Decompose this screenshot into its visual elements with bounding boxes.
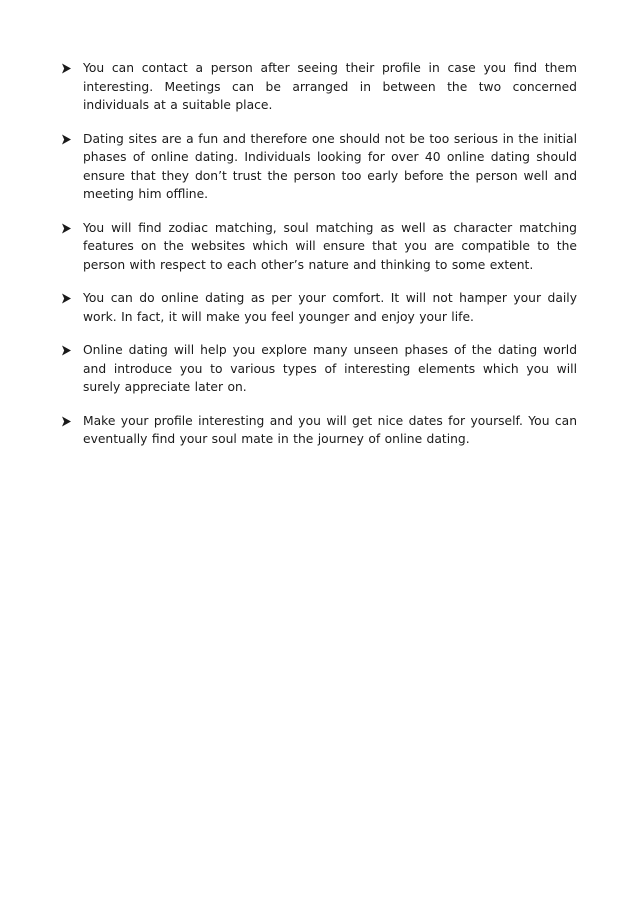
bullet-text: You can contact a person after seeing their profile in case you find them interesting. Meetings can be arranged in between the two concerned individuals at a suitable place. [83,61,577,112]
bullet-text: Online dating will help you explore many unseen phases of the dating world and introduce you to various types of interesting elements which you will surely appreciate later on. [83,343,577,394]
arrowhead-bullet-icon [61,342,73,359]
arrowhead-bullet-icon [61,131,73,148]
list-item [61,289,577,326]
arrowhead-bullet-icon [61,413,73,430]
bullet-text: You can do online dating as per your comfort. It will not hamper your daily work. In fact, it will make you feel younger and enjoy your life. [83,291,577,324]
arrowhead-bullet-icon [61,220,73,237]
list-item [61,59,577,115]
arrowhead-bullet-icon [61,290,73,307]
bullet-list [61,59,577,464]
bullet-text: Make your profile interesting and you will get nice dates for yourself. You can eventually find your soul mate in the journey of online dating. [83,413,577,446]
arrowhead-bullet-icon [61,60,73,77]
list-item [61,412,577,449]
bullet-text: You will find zodiac matching, soul matching as well as character matching features on the websites which will ensure that you are compatible to the person with respect to each other’s nature and thinking to some extent. [83,220,577,272]
list-item [61,219,577,275]
list-item [61,341,577,397]
list-item [61,130,577,204]
bullet-text: Dating sites are a fun and therefore one should not be too serious in the initial phases of online dating. Individuals looking for over 40 online dating should ensure that they don’t trust the person too early before the person well and meeting him offline. [83,131,577,201]
